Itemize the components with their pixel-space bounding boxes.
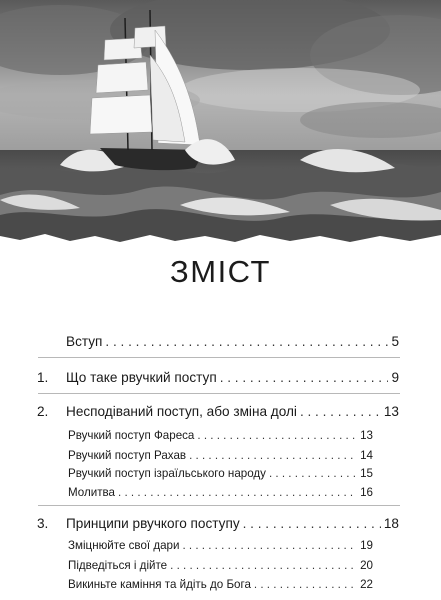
toc-dot-leader [220,370,389,385]
toc-chapter-number: 3. [37,516,49,531]
toc-page-number: 19 [360,539,373,552]
toc-chapter-row[interactable] [37,404,399,419]
toc-entry-title: Рвучкий поступ Рахав [68,449,187,462]
toc-dot-leader [269,467,357,480]
toc-page-number: 13 [360,429,373,442]
toc-entry-title: Що таке рвучкий поступ [66,370,217,385]
toc-section-row[interactable] [68,449,373,462]
toc-divider [38,357,400,358]
toc-page-number: 20 [360,559,373,572]
toc-dot-leader [254,578,357,591]
toc-divider [38,505,400,506]
toc-dot-leader [170,559,357,572]
toc-entry-title: Молитва [68,486,116,499]
toc-page-number: 9 [391,370,399,385]
hero-illustration [0,0,441,248]
toc-page-number: 14 [360,449,373,462]
toc-section-row[interactable] [68,429,373,442]
toc-entry-title: Несподіваний поступ, або зміна долі [66,404,297,419]
toc-section-row[interactable] [68,578,373,591]
toc-chapter-row[interactable] [37,370,399,385]
ship-in-storm-image [0,0,441,248]
toc-dot-leader [105,334,388,349]
toc-section-row[interactable] [68,486,373,499]
toc-dot-leader [197,429,357,442]
toc-entry-title: Рвучкий поступ Фареса [68,429,195,442]
toc-entry-title: Зміцнюйте свої дари [68,539,180,552]
toc-dot-leader [182,539,357,552]
toc-entry-title: Принципи рвучкого поступу [66,516,240,531]
toc-section-row[interactable] [68,467,373,480]
toc-dot-leader [243,516,381,531]
toc-page-number: 15 [360,467,373,480]
toc-page-number: 22 [360,578,373,591]
toc-chapter-row[interactable] [66,334,399,349]
toc-divider [38,393,400,394]
toc-chapter-row[interactable] [37,516,399,531]
toc-page-number: 5 [391,334,399,349]
toc-entry-title: Викиньте каміння та йдіть до Бога [68,578,251,591]
page-title: ЗМІСТ [170,254,271,289]
toc-page-number: 16 [360,486,373,499]
toc-entry-title: Рвучкий поступ ізраїльського народу [68,467,266,480]
toc-page-number: 18 [383,516,399,531]
toc-dot-leader [189,449,357,462]
toc-section-row[interactable] [68,539,373,552]
toc-section-row[interactable] [68,559,373,572]
toc-entry-title: Вступ [66,334,103,349]
toc-dot-leader [118,486,357,499]
toc-chapter-number: 1. [37,370,49,385]
toc-page-number: 13 [383,404,399,419]
toc-chapter-number: 2. [37,404,49,419]
toc-dot-leader [300,404,381,419]
toc-entry-title: Підведіться і дійте [68,559,168,572]
